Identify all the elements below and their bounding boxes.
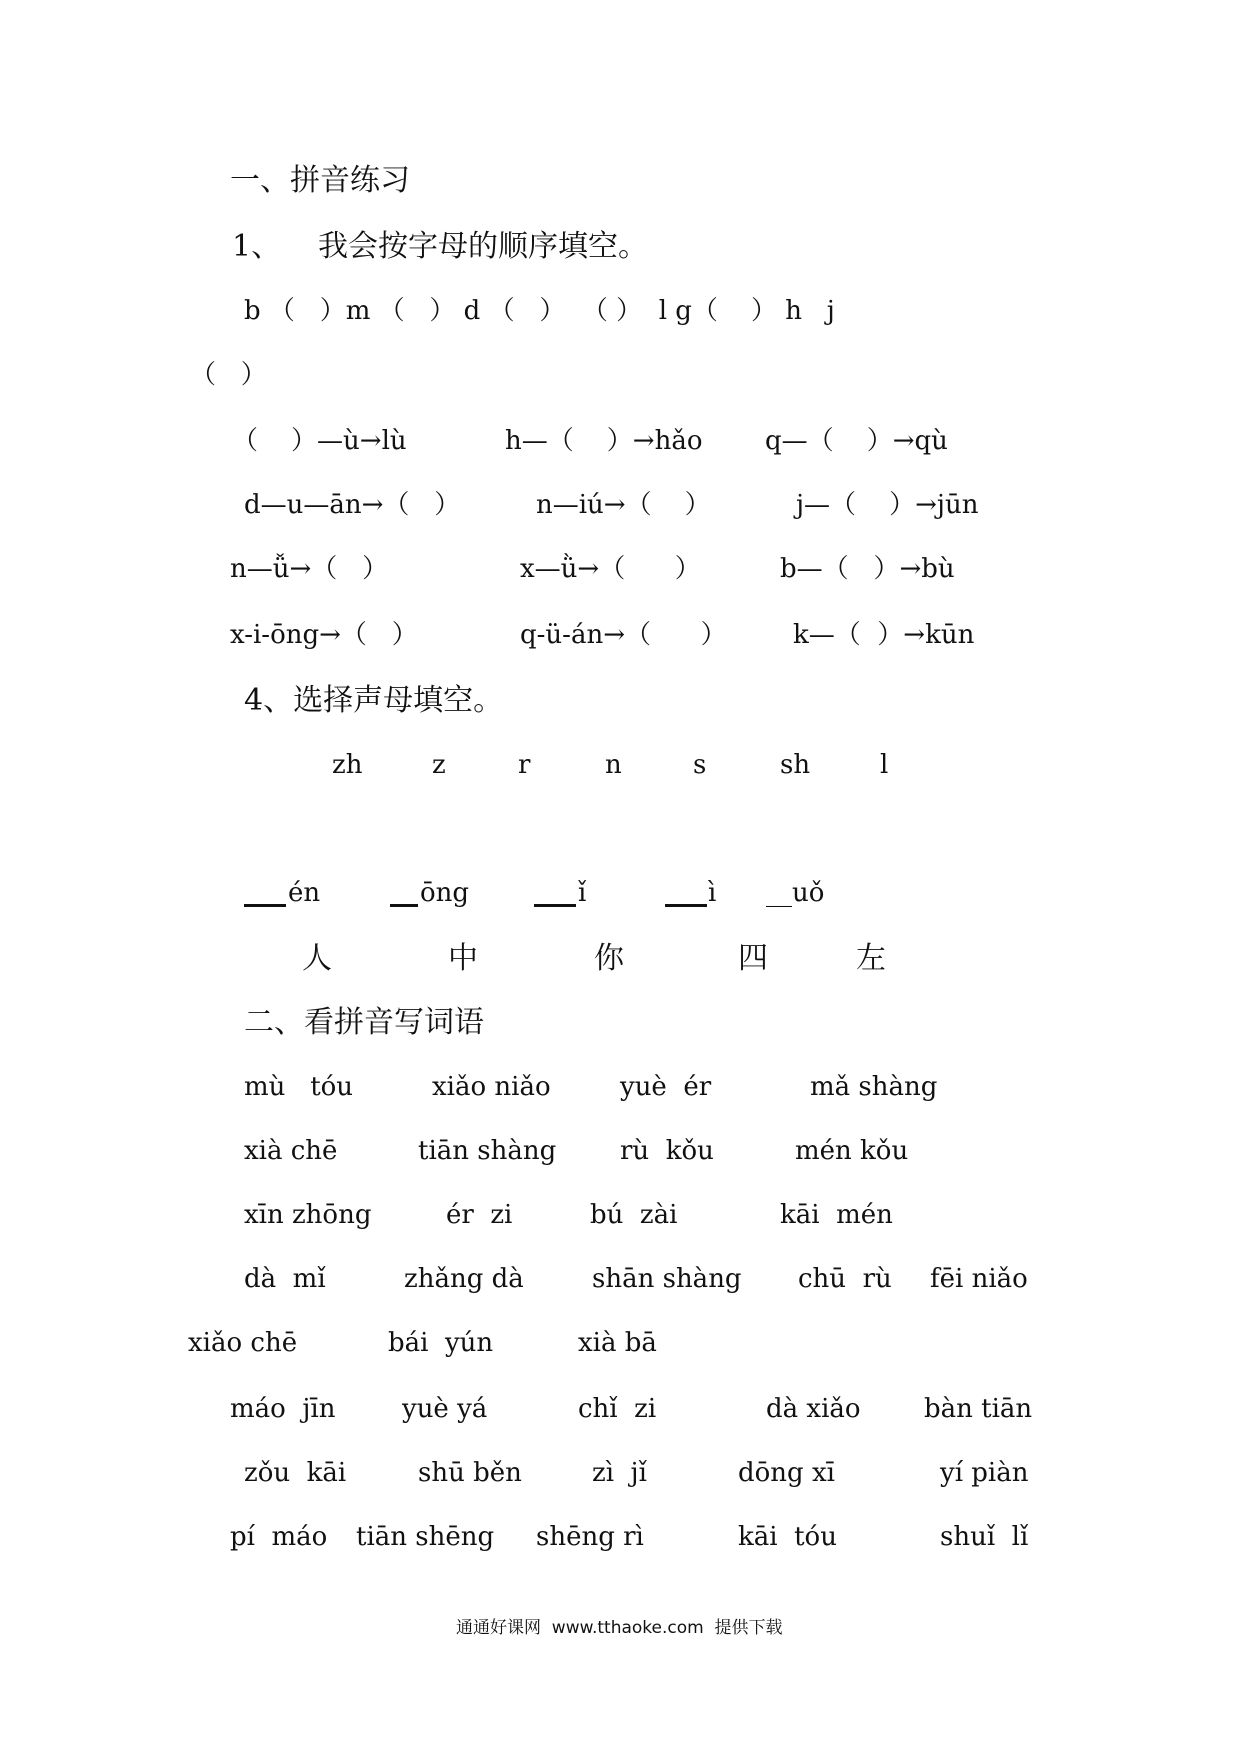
pinyin-word: dà xiǎo [766, 1394, 861, 1424]
pinyin-word: máo jīn [230, 1394, 336, 1424]
pinyin-word: pí máo [230, 1522, 328, 1552]
pinyin-word: xià bā [578, 1328, 657, 1358]
spell-item: h—（ ）→hǎo [505, 426, 703, 456]
character-hint: 左 [856, 941, 886, 976]
pinyin-word: tiān shēng [356, 1522, 495, 1552]
pinyin-word: chū rù [798, 1264, 892, 1294]
initial-option: zh [332, 750, 363, 780]
pinyin-word: tiān shàng [418, 1136, 557, 1166]
question1-number: 1、 [232, 229, 282, 264]
pinyin-word: kāi tóu [738, 1522, 837, 1552]
initial-option: s [693, 750, 707, 780]
pinyin-word: shū běn [418, 1458, 522, 1488]
spell-item: q—（ ）→qù [765, 426, 948, 456]
character-hint: 人 [302, 941, 332, 976]
pinyin-word: xià chē [244, 1136, 338, 1166]
initial-option: l [880, 750, 889, 780]
question4-prompt: 4、选择声母填空。 [244, 683, 504, 718]
pinyin-word: xiǎo niǎo [432, 1072, 551, 1102]
pinyin-word: kāi mén [780, 1200, 893, 1230]
initial-option: z [432, 750, 446, 780]
pinyin-word: zhǎng dà [404, 1264, 524, 1294]
character-hint: 你 [594, 941, 624, 976]
initial-option: r [518, 750, 531, 780]
final-syllable: én [288, 878, 321, 908]
pinyin-word: zì jǐ [592, 1458, 647, 1488]
spell-item: b—（ ）→bù [780, 554, 955, 584]
pinyin-word: xiǎo chē [188, 1328, 298, 1358]
pinyin-word: mù tóu [244, 1072, 354, 1102]
alphabet-order-line2: （ ） [190, 360, 267, 390]
initial-option: sh [780, 750, 811, 780]
pinyin-word: bái yún [388, 1328, 494, 1358]
final-syllable: ì [708, 878, 717, 908]
pinyin-word: yuè ér [620, 1072, 712, 1102]
alphabet-order-line1: b （ ）m （ ） d （ ） （ ） l g（ ） h j [244, 296, 835, 326]
spell-item: k—（ ）→kūn [793, 620, 975, 650]
pinyin-word: yuè yá [402, 1394, 488, 1424]
initial-option: n [605, 750, 622, 780]
spell-item: n—ǚ→（ ） [230, 554, 389, 584]
pinyin-word: mǎ shàng [810, 1072, 938, 1102]
final-syllable: ōng [420, 878, 470, 908]
pinyin-word: dōng xī [738, 1458, 835, 1488]
section1-title: 一、拼音练习 [230, 163, 410, 198]
final-syllable: ǐ [578, 878, 587, 908]
pinyin-word: bàn tiān [924, 1394, 1033, 1424]
pinyin-word: bú zài [590, 1200, 678, 1230]
footer-credit: 通通好课网 www.tthaoke.com 提供下载 [456, 1618, 783, 1638]
answer-blank [390, 904, 418, 907]
pinyin-word: shān shàng [592, 1264, 742, 1294]
spell-item: n—iú→（ ） [536, 490, 711, 520]
pinyin-word: shēng rì [536, 1522, 644, 1552]
answer-blank [534, 904, 576, 907]
answer-blank [665, 904, 707, 907]
pinyin-word: zǒu kāi [244, 1458, 347, 1488]
pinyin-word: ér zi [446, 1200, 513, 1230]
spell-item: j—（ ）→jūn [796, 490, 979, 520]
final-syllable: __uǒ [766, 878, 825, 908]
pinyin-word: yí piàn [940, 1458, 1029, 1488]
answer-blank [244, 904, 286, 907]
pinyin-word: shuǐ lǐ [940, 1522, 1029, 1552]
spell-item: （ ）—ù→lù [232, 426, 407, 456]
pinyin-word: fēi niǎo [930, 1264, 1028, 1294]
spell-item: d—u—ān→（ ） [244, 490, 461, 520]
pinyin-word: chǐ zi [578, 1394, 657, 1424]
character-hint: 中 [448, 941, 478, 976]
spell-item: q-ü-án→（ ） [520, 620, 727, 650]
pinyin-word: dà mǐ [244, 1264, 326, 1294]
spell-item: x—ǜ→（ ） [520, 554, 701, 584]
pinyin-word: rù kǒu [620, 1136, 714, 1166]
pinyin-word: mén kǒu [795, 1136, 909, 1166]
question1-prompt: 我会按字母的顺序填空。 [318, 229, 648, 264]
character-hint: 四 [738, 941, 768, 976]
spell-item: x-i-ōng→（ ） [230, 620, 418, 650]
section2-title: 二、看拼音写词语 [244, 1005, 484, 1040]
pinyin-word: xīn zhōng [244, 1200, 372, 1230]
